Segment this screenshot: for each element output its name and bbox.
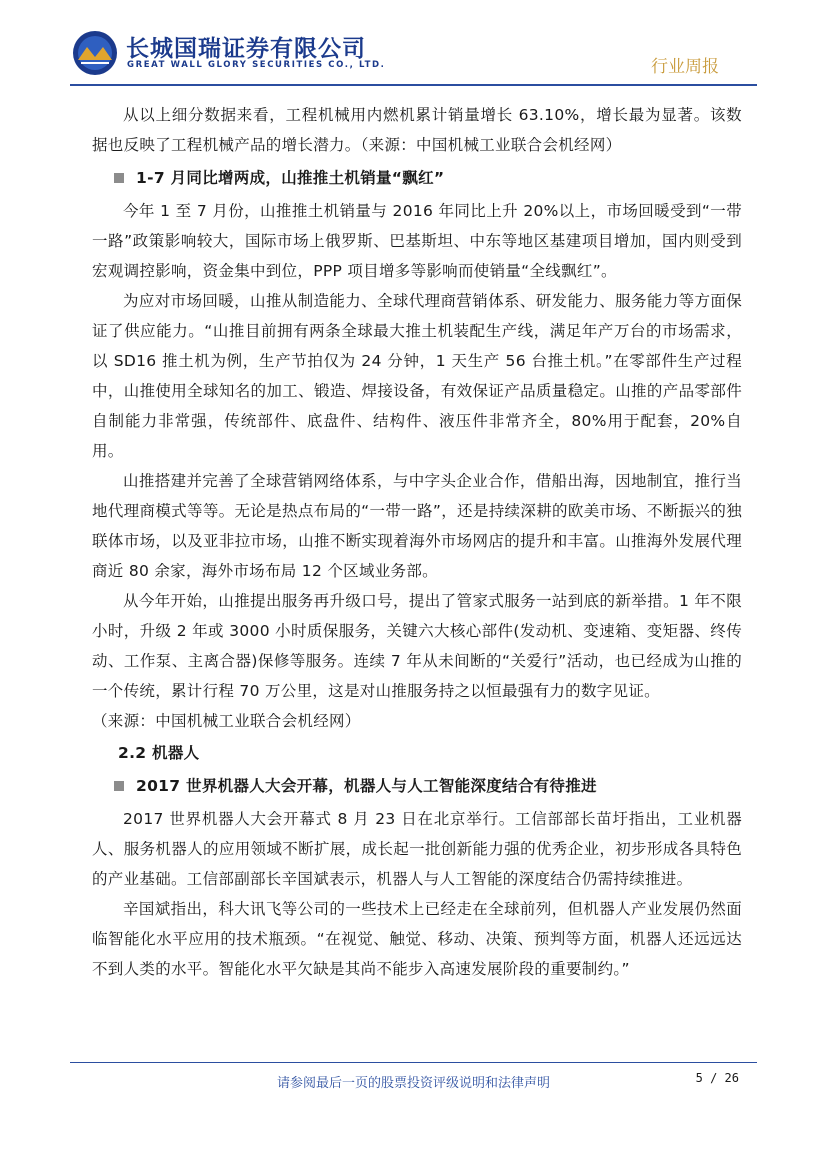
source-note: （来源：中国机械工业联合会机经网） [92,712,361,730]
footer-divider [70,1062,757,1063]
company-name-en: GREAT WALL GLORY SECURITIES CO., LTD. [127,60,386,70]
paragraph-shantui-service: 从今年开始，山推提出服务再升级口号，提出了管家式服务一站到底的新举措。1 年不限小时，升级 2 年或 3000 小时质保服务，关键六大核心部件(发动机、变速箱、变矩器、终传动、工作泵、主离合器)保修等服务。连续 7 年从未间断的“关爱行”活动，也已经成为山推的一个传统，累计行程 70 万公里，这是对山推服务持之以恒最强有力的数字见证。 [92,592,742,700]
heading-robot-conference [92,771,742,801]
header-divider [70,84,757,86]
page-number: 5 / 26 [695,1071,739,1085]
square-bullet-icon [114,173,124,183]
company-logo-icon [72,30,118,76]
main-content [92,100,742,984]
paragraph-robot-ai: 辛国斌指出，科大讯飞等公司的一些技术上已经走在全球前列，但机器人产业发展仍然面临智能化水平应用的技术瓶颈。“在视觉、触觉、移动、决策、预判等方面，机器人还远远达不到人类的水平。智能化水平欠缺是其尚不能步入高速发展阶段的重要制约。” [92,900,742,978]
heading-text: 1-7 月同比增两成，山推推土机销量“飘红” [136,169,445,187]
paragraph-shantui-growth: 今年 1 至 7 月份，山推推土机销量与 2016 年同比上升 20%以上，市场回暖受到“一带一路”政策影响较大，国际市场上俄罗斯、巴基斯坦、中东等地区基建项目增加，国内则受到宏观调控影响，资金集中到位，PPP 项目增多等影响而使销量“全线飘红”。 [92,202,742,280]
heading-shantui-sales [92,163,742,193]
paragraph-shantui-supply: 为应对市场回暖，山推从制造能力、全球代理商营销体系、研发能力、服务能力等方面保证了供应能力。“山推目前拥有两条全球最大推土机装配生产线，满足年产万台的市场需求，以 SD16 推土机为例，生产节拍仅为 24 分钟，1 天生产 56 台推土机。”在零部件生产过程中，山推使用全球知名的加工、锻造、焊接设备，有效保证产品质量稳定。山推的产品零部件自制能力非常强，传统部件、底盘件、结构件、液压件非常齐全，80%用于配套，20%自用。 [92,292,742,460]
paragraph-engine-sales: 从以上细分数据来看，工程机械用内燃机累计销量增长 63.10%，增长最为显著。该数据也反映了工程机械产品的增长潜力。（来源：中国机械工业联合会机经网） [92,106,742,154]
company-name-cn: 长城国瑞证券有限公司 [126,36,366,62]
page-footer [0,1060,827,1100]
square-bullet-icon [114,781,124,791]
paragraph-shantui-network: 山推搭建并完善了全球营销网络体系，与中字头企业合作，借船出海，因地制宜，推行当地代理商模式等等。无论是热点布局的“一带一路”，还是持续深耕的欧美市场、不断振兴的独联体市场，以及亚非拉市场，山推不断实现着海外市场网店的提升和丰富。山推海外发展代理商近 80 余家，海外市场布局 12 个区域业务部。 [92,472,742,580]
report-type-label: 行业周报 [651,57,719,77]
section-title-robots: 2.2 机器人 [118,744,200,762]
page-header [0,0,827,90]
heading-text: 2017 世界机器人大会开幕，机器人与人工智能深度结合有待推进 [136,777,597,795]
legal-disclaimer-link: 请参阅最后一页的股票投资评级说明和法律声明 [276,1076,550,1091]
paragraph-robot-conference: 2017 世界机器人大会开幕式 8 月 23 日在北京举行。工信部部长苗圩指出，工业机器人、服务机器人的应用领域不断扩展，成长起一批创新能力强的优秀企业，初步形成各具特色的产业基础。工信部副部长辛国斌表示，机器人与人工智能的深度结合仍需持续推进。 [92,810,742,888]
